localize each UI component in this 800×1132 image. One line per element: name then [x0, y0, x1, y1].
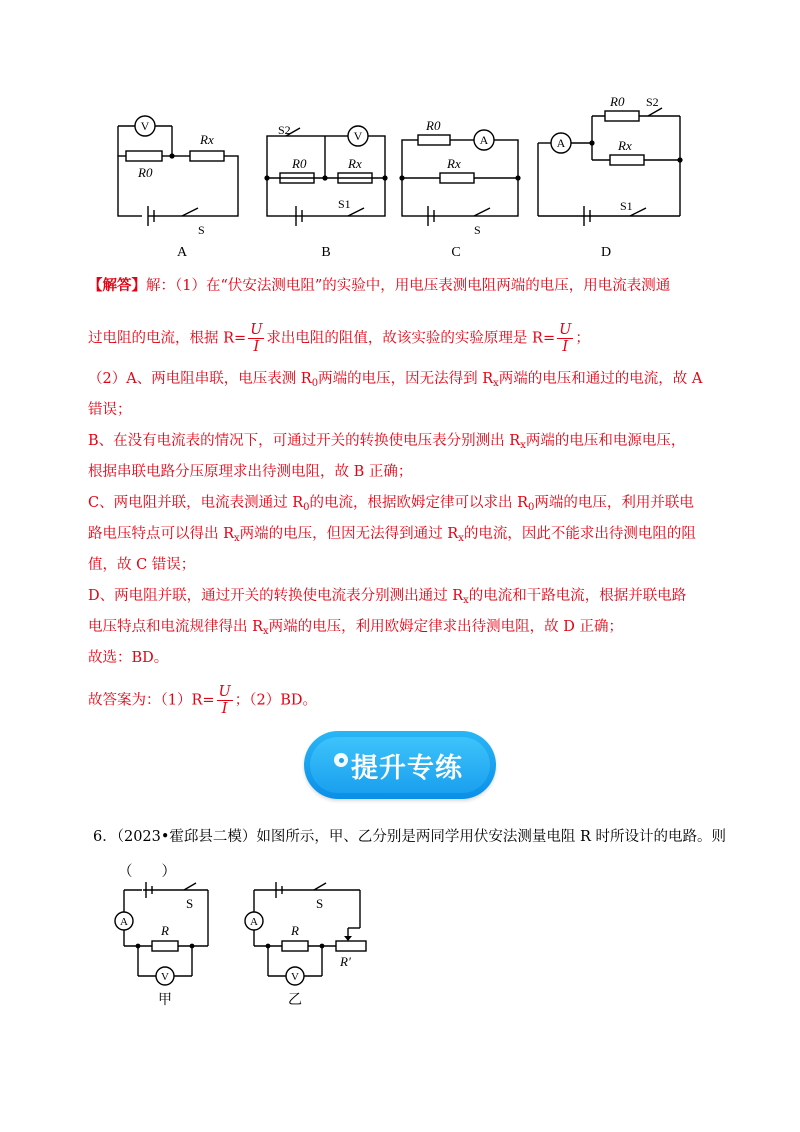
solution-text: 解：（1）在“伏安法测电阻”的实验中，用电压表测电阻两端的电压，用电流表测通: [146, 278, 671, 294]
solution-line: [88, 612, 623, 647]
solution-text: 两端的电压，利用并联电: [534, 495, 694, 511]
solution-text: 故答案为：（1）R=: [88, 692, 215, 709]
rx-label: Rx: [200, 132, 214, 147]
r0-label: R0: [426, 118, 441, 133]
solution-text: 两端的电压和通过的电流，故 A: [498, 371, 703, 387]
subscript: x: [493, 378, 499, 389]
question-blank: （ ）: [118, 864, 176, 880]
solution-text: D、两电阻并联，通过开关的转换使电流表分别测出通过 R: [88, 588, 464, 604]
solution-line: [88, 581, 686, 616]
figure-label-yi: 乙: [288, 993, 302, 1008]
solution-line: [88, 550, 195, 581]
solution-line: [88, 426, 685, 461]
figure-label-c: C: [451, 245, 461, 260]
solution-text: 两端的电压，但因无法得到通过 R: [239, 526, 459, 542]
voltmeter-v-label: V: [291, 971, 299, 983]
rheostat-label: R′: [340, 954, 351, 969]
solution-text: 两端的电压和电源电压，: [525, 433, 686, 449]
ohm-fraction: [557, 322, 573, 355]
frac-den: I: [221, 701, 228, 717]
solution-line: [88, 270, 670, 302]
ammeter-a-label: A: [479, 133, 489, 147]
switch-s-label: S: [186, 896, 194, 911]
ammeter-a-label: A: [250, 916, 258, 928]
solution-text: （2）A、两电阻串联，电压表测 R: [88, 371, 312, 387]
ammeter-a-label: A: [556, 136, 566, 150]
solution-tag: 【解答】: [88, 277, 146, 294]
subscript: 0: [303, 502, 310, 513]
switch-s-label: S: [316, 896, 324, 911]
frac-den: I: [253, 339, 260, 355]
solution-line: [88, 488, 694, 523]
solution-line: [88, 457, 412, 488]
solution-line: [88, 322, 590, 355]
frac-den: I: [562, 339, 569, 355]
subscript: x: [458, 533, 464, 544]
figure-label-jia: 甲: [158, 993, 172, 1008]
switch-s1-label: S1: [620, 199, 633, 213]
frac-num: U: [559, 322, 572, 338]
practice-banner: [304, 731, 496, 799]
solution-text: 求出电阻的阻值，故该实验的实验原理是 R=: [266, 330, 556, 347]
r0-label: R0: [292, 156, 307, 171]
solution-text: 错误；: [88, 402, 132, 418]
solution-text: C、两电阻并联，电流表测通过 R: [88, 495, 304, 511]
figure-label-d: D: [600, 245, 612, 260]
solution-text: ；: [575, 330, 590, 347]
ohm-fraction: [248, 322, 264, 355]
solution-text: 电压特点和电流规律得出 R: [88, 619, 264, 635]
resistor-r-label: R: [291, 923, 299, 938]
solution-line: [88, 519, 696, 554]
solution-line: [88, 364, 702, 399]
r0-label: R0: [610, 94, 625, 109]
r0-label: R0: [138, 165, 153, 180]
question-text: 6．（2023•霍邱县二模）如图所示，甲、乙分别是两同学用伏安法测量电阻 R 时所设计的电路。则: [93, 829, 727, 845]
search-bubble-icon-dot: [339, 758, 344, 763]
solution-line: [88, 395, 132, 426]
switch-s1-label: S1: [338, 197, 351, 211]
frac-num: U: [250, 322, 263, 338]
figure-label-b: B: [321, 245, 331, 260]
solution-text: 的电流，根据欧姆定律可以求出 R: [309, 495, 529, 511]
ohm-fraction: [217, 684, 233, 717]
frac-num: U: [218, 684, 231, 700]
ammeter-a-label: A: [120, 916, 128, 928]
circuit-figures-bottom: [108, 878, 388, 1013]
solution-text: 过电阻的电流，根据 R=: [88, 330, 247, 347]
rx-label: Rx: [348, 156, 362, 171]
solution-text: ；（2）BD。: [234, 692, 318, 709]
subscript: 0: [311, 378, 319, 389]
switch-s2-label: S2: [646, 95, 659, 109]
solution-text: 路电压特点可以得出 R: [88, 526, 235, 542]
solution-text: 根据串联电路分压原理求出待测电阻，故 B 正确；: [88, 464, 413, 480]
solution-line: [88, 684, 317, 717]
solution-text: 的电流和干路电流，根据并联电路: [468, 588, 687, 604]
practice-banner-label: 提升专练: [351, 752, 463, 784]
voltmeter-v-label: V: [161, 971, 169, 983]
solution-line: [88, 643, 168, 674]
subscript: x: [520, 440, 526, 451]
circuit-figures-top: [100, 88, 700, 268]
subscript: x: [263, 626, 269, 637]
subscript: 0: [528, 502, 535, 513]
solution-text: B、在没有电流表的情况下，可通过开关的转换使电压表分别测出 R: [88, 433, 521, 449]
voltmeter-v-label: V: [353, 129, 363, 143]
solution-text: 值，故 C 错误；: [88, 557, 196, 573]
switch-s2-label: S2: [278, 123, 291, 137]
solution-text: 故选：BD。: [88, 650, 169, 666]
solution-text: 的电流，因此不能求出待测电阻的阻: [463, 526, 696, 542]
subscript: x: [234, 533, 240, 544]
solution-text: 两端的电压，因无法得到 R: [318, 371, 494, 387]
switch-s-label: S: [198, 223, 205, 237]
rx-label: Rx: [447, 156, 461, 171]
figure-label-a: A: [176, 245, 188, 260]
switch-s-label: S: [474, 223, 481, 237]
resistor-r-label: R: [161, 923, 169, 938]
solution-text: 两端的电压，利用欧姆定律求出待测电阻，故 D 正确；: [268, 619, 624, 635]
voltmeter-v-label: V: [140, 119, 150, 133]
subscript: x: [463, 595, 469, 606]
rx-label: Rx: [618, 138, 632, 153]
